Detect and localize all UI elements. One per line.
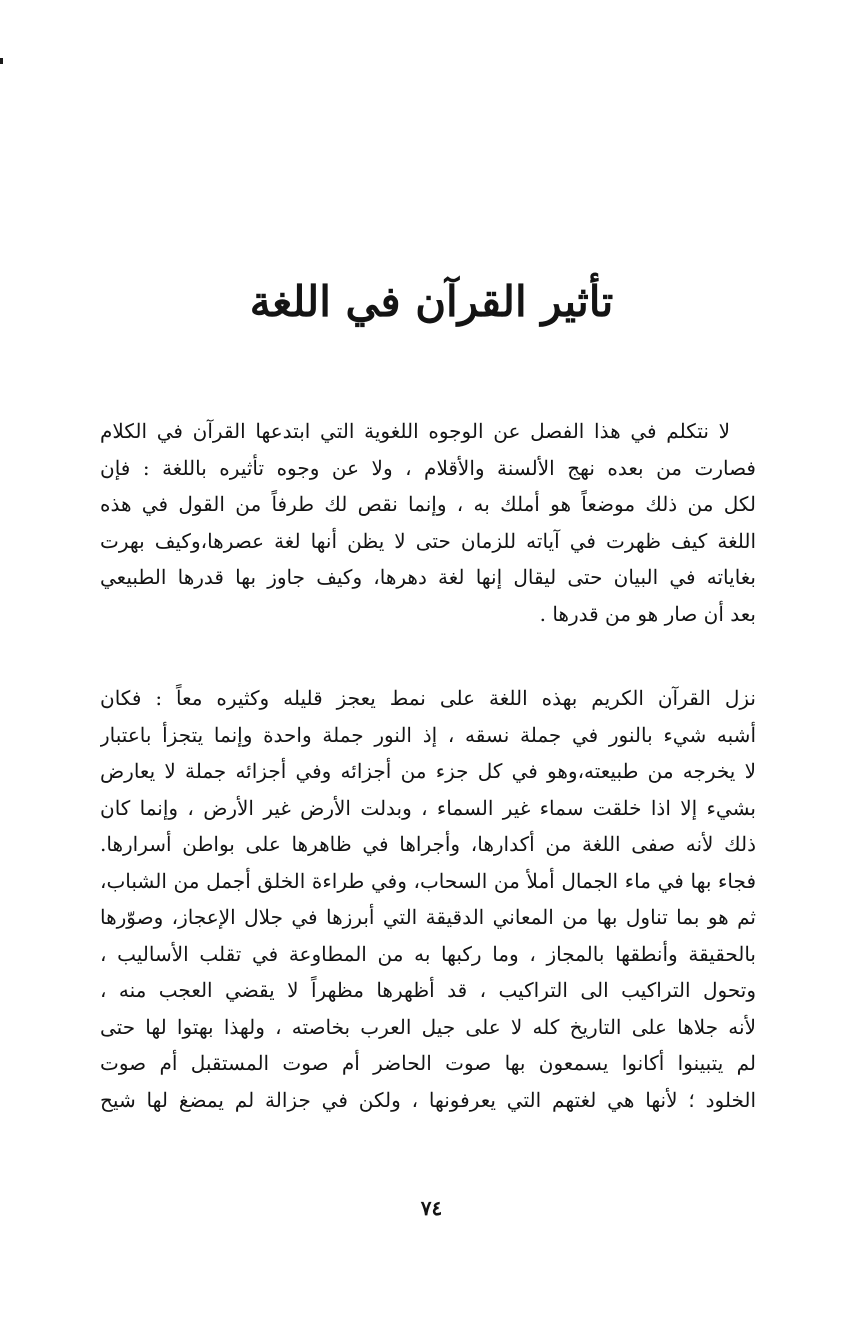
text-line: أشبه شيء بالنور في جملة نسقه ، إذ النور جملة واحدة وإنما يتجزأ باعتبار <box>100 722 756 747</box>
scan-speck <box>0 58 3 64</box>
paragraph-2 <box>100 680 756 1118</box>
text-line: لأنه جلاها على التاريخ كله لا على جيل العرب بخاصته ، ولهذا بهتوا لها حتى <box>100 1014 756 1039</box>
text-line: ثم هو بما تناول بها من المعاني الدقيقة التي أبرزها في جلال الإعجاز، وصوّرها <box>100 905 756 930</box>
text-line: بشيء إلا اذا خلقت سماء غير السماء ، وبدلت الأرض غير الأرض ، وإنما كان <box>100 795 756 820</box>
text-line: بعد أن صار هو من قدرها . <box>539 601 756 626</box>
paragraph-1 <box>100 413 756 632</box>
text-line: لا نتكلم في هذا الفصل عن الوجوه اللغوية التي ابتدعها القرآن في الكلام <box>100 419 730 444</box>
text-line: نزل القرآن الكريم بهذه اللغة على نمط يعجز قليله وكثيره معاً : فكان <box>100 686 756 711</box>
text-line: ذلك لأنه صفى اللغة من أكدارها، وأجراها في ظاهرها على بواطن أسرارها. <box>100 832 756 857</box>
text-line: لم يتبينوا أكانوا يسمعون بها صوت الحاضر أم صوت المستقبل أم صوت <box>100 1051 756 1076</box>
page-number: ٧٤ <box>420 1196 443 1220</box>
text-line: بالحقيقة وأنطقها بالمجاز ، وما ركبها به من المطاوعة في تقلب الأساليب ، <box>100 941 756 966</box>
chapter-title: تأثير القرآن في اللغة <box>249 277 614 326</box>
text-line: فصارت من بعده نهج الألسنة والأقلام ، ولا عن وجوه تأثيره باللغة : فإن <box>100 455 756 480</box>
text-line: بغاياته في البيان حتى ليقال إنها لغة دهرها، وكيف جاوز بها قدرها الطبيعي <box>100 565 756 590</box>
text-line: لكل من ذلك موضعاً هو أملك به ، وإنما نقص لك طرفاً من القول في هذه <box>100 492 756 517</box>
text-line: الخلود ؛ لأنها هي لغتهم التي يعرفونها ، ولكن في جزالة لم يمضغ لها شيح <box>100 1087 756 1112</box>
text-line: وتحول التراكيب الى التراكيب ، قد أظهرها مظهراً لا يقضي العجب منه ، <box>100 978 756 1003</box>
text-line: فجاء بها في ماء الجمال أملأ من السحاب، وفي طراءة الخلق أجمل من الشباب، <box>100 868 756 893</box>
text-line: لا يخرجه من طبيعته،وهو في كل جزء من أجزائه وفي أجزائه جملة لا يعارض <box>100 759 756 784</box>
text-line: اللغة كيف ظهرت في آياته للزمان حتى لا يظن أنها لغة عصرها،وكيف بهرت <box>100 528 756 553</box>
